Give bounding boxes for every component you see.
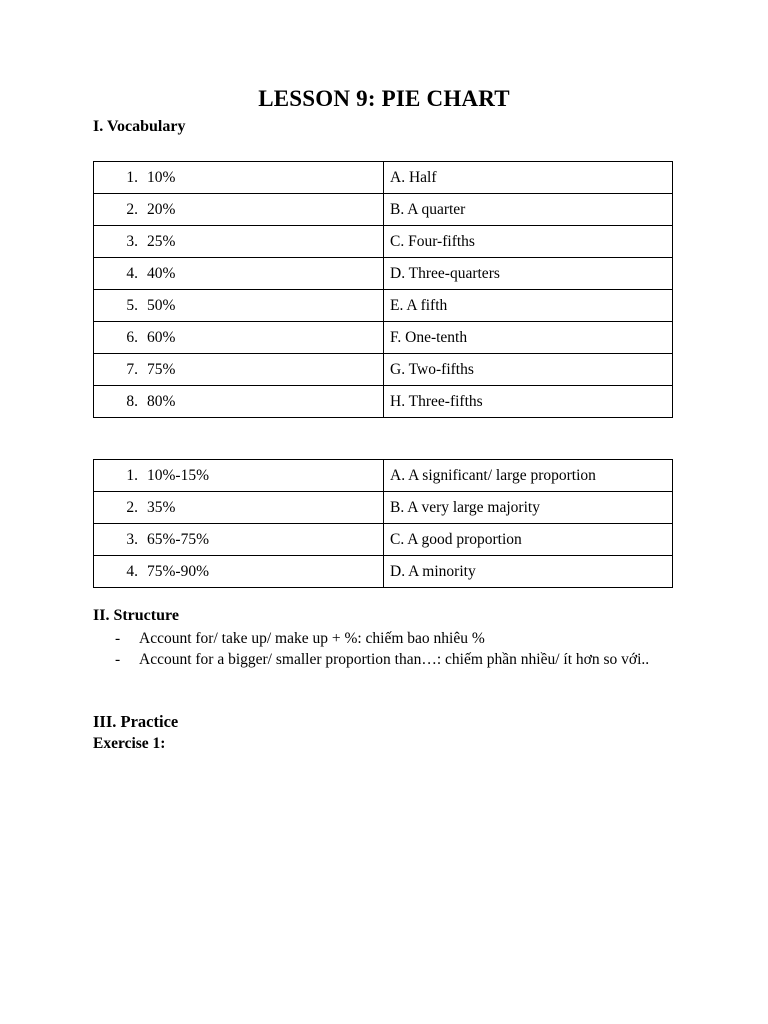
structure-text: Account for/ take up/ make up + %: chiếm bao nhiêu % (139, 630, 485, 647)
structure-list (93, 628, 673, 670)
percent-cell (94, 460, 384, 492)
table-row (94, 290, 673, 322)
percent-value: 10%-15% (147, 466, 209, 484)
table-row (94, 162, 673, 194)
item-number: 1. (126, 168, 138, 186)
table-row (94, 354, 673, 386)
item-number: 3. (126, 530, 138, 548)
item-number: 1. (126, 466, 138, 484)
percent-value: 80% (147, 392, 176, 410)
item-number: 5. (126, 296, 138, 314)
table-row (94, 322, 673, 354)
table-row (94, 556, 673, 588)
percent-value: 75%-90% (147, 562, 209, 580)
match-cell: F. One-tenth (384, 322, 673, 354)
match-cell: A. Half (384, 162, 673, 194)
page-title: LESSON 9: PIE CHART (258, 86, 510, 111)
structure-heading: II. Structure (93, 607, 179, 624)
match-cell: C. A good proportion (384, 524, 673, 556)
percent-cell (94, 492, 384, 524)
percent-cell (94, 162, 384, 194)
match-cell: B. A very large majority (384, 492, 673, 524)
percent-value: 20% (147, 200, 176, 218)
percent-cell (94, 524, 384, 556)
match-cell: H. Three-fifths (384, 386, 673, 418)
table-row (94, 386, 673, 418)
match-cell: A. A significant/ large proportion (384, 460, 673, 492)
percent-value: 10% (147, 168, 176, 186)
percent-value: 25% (147, 232, 176, 250)
item-number: 8. (126, 392, 138, 410)
percent-value: 75% (147, 360, 176, 378)
practice-heading: III. Practice (93, 712, 179, 731)
bullet-dash: - (115, 630, 121, 647)
percent-value: 65%-75% (147, 530, 209, 548)
percent-cell (94, 226, 384, 258)
item-number: 4. (126, 264, 138, 282)
item-number: 2. (126, 200, 138, 218)
match-cell: D. Three-quarters (384, 258, 673, 290)
percent-value: 50% (147, 296, 176, 314)
item-number: 3. (126, 232, 138, 250)
item-number: 6. (126, 328, 138, 346)
table-row (94, 194, 673, 226)
table-row (94, 258, 673, 290)
percent-value: 40% (147, 264, 176, 282)
table-row (94, 460, 673, 492)
match-cell: G. Two-fifths (384, 354, 673, 386)
percent-value: 60% (147, 328, 176, 346)
percent-cell (94, 322, 384, 354)
list-item (93, 649, 673, 670)
percent-cell (94, 290, 384, 322)
percent-cell (94, 556, 384, 588)
vocabulary-table-proportions (93, 459, 673, 588)
percent-cell (94, 258, 384, 290)
table-row (94, 524, 673, 556)
percent-cell (94, 386, 384, 418)
match-cell: E. A fifth (384, 290, 673, 322)
bullet-dash: - (115, 651, 121, 668)
exercise-heading: Exercise 1: (93, 735, 166, 752)
percent-cell (94, 194, 384, 226)
match-cell: C. Four-fifths (384, 226, 673, 258)
structure-text: Account for a bigger/ smaller proportion than…: chiếm phần nhiều/ ít hơn so với.. (139, 651, 650, 668)
match-cell: D. A minority (384, 556, 673, 588)
item-number: 4. (126, 562, 138, 580)
vocabulary-heading: I. Vocabulary (93, 118, 186, 135)
percent-cell (94, 354, 384, 386)
vocabulary-table-fractions (93, 161, 673, 418)
percent-value: 35% (147, 498, 176, 516)
list-item (93, 628, 673, 649)
table-row (94, 226, 673, 258)
item-number: 7. (126, 360, 138, 378)
match-cell: B. A quarter (384, 194, 673, 226)
table-row (94, 492, 673, 524)
item-number: 2. (126, 498, 138, 516)
